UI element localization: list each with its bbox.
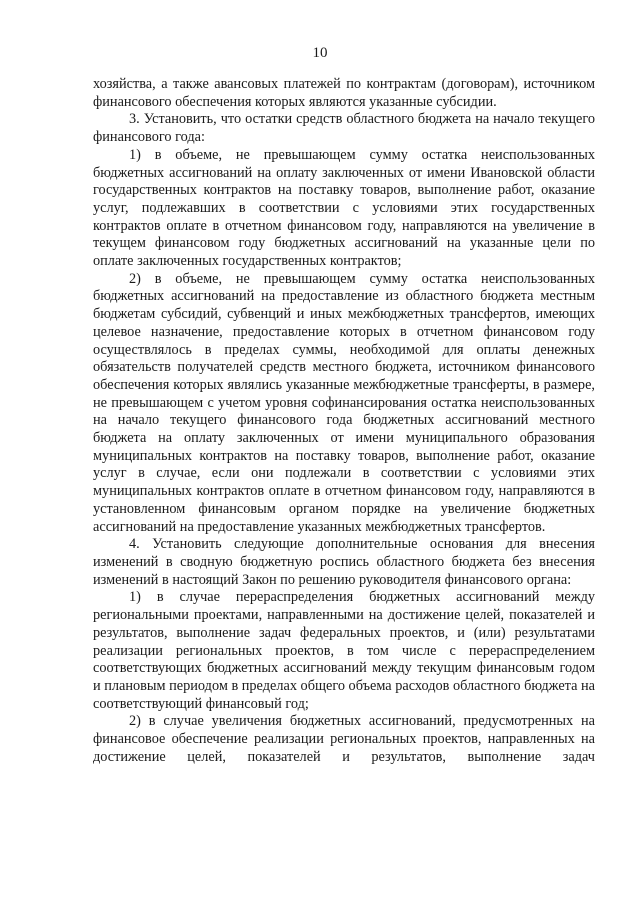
paragraph-item-4-2: 2) в случае увеличения бюджетных ассигнований, предусмотренных на финансовое обеспечение реализации региональных проектов, направленных на достижение целей, показателей и результатов, выполнение задач <box>93 713 595 765</box>
paragraph-item-4-1: 1) в случае перераспределения бюджетных ассигнований между региональными проектами, направленными на достижение целей, показателей и результатов, выполнение задач федеральных проектов, и (или) результатами реализации региональных проектов, в том числе с перераспределением соответствующих бюджетных ассигнований между текущим финансовым годом и плановым периодом в пределах общего объема расходов областного бюджета на соответствующий финансовый год; <box>93 589 596 712</box>
paragraph-item-3: 3. Установить, что остатки средств областного бюджета на начало текущего финансового года: <box>93 111 595 146</box>
paragraph-intro-continuation: хозяйства, а также авансовых платежей по контрактам (договорам), источником финансового обеспечения которых являются указанные субсидии. <box>93 76 595 110</box>
paragraph-item-3-1: 1) в объеме, не превышающем сумму остатка неиспользованных бюджетных ассигнований на оплату заключенных от имени Ивановской области государственных контрактов на поставку товаров, выполнение работ, оказание услуг, подлежавших в соответствии с условиями этих государственных контрактов оплате в отчетном финансовом году, направляются на увеличение в текущем финансовом году бюджетных ассигнований на указанные цели по оплате заключенных государственных контрактов; <box>93 146 595 270</box>
paragraph-item-3-2: 2) в объеме, не превышающем сумму остатка неиспользованных бюджетных ассигнований на предоставление из областного бюджета местным бюджетам субсидий, субвенций и иных межбюджетных трансфертов, имеющих целевое назначение, предоставление которых в отчетном финансовом году осуществлялось в пределах суммы, необходимой для оплаты денежных обязательств получателей средств местного бюджета, источником финансового обеспечения которых являлись указанные межбюджетные трансферты, в размере, не превышающем с учетом уровня софинансирования остатка неиспользованных на начало текущего финансового года бюджетных ассигнований местного бюджета на оплату заключенных от имени муниципального образования муниципальных контрактов на поставку товаров, выполнение работ, оказание услуг в случае, если они подлежали в соответствии с условиями этих муниципальных контрактов оплате в отчетном финансовом году, направляются в установленном финансовым органом порядке на увеличение бюджетных ассигнований на предоставление указанных межбюджетных трансфертов. <box>93 270 595 535</box>
page-number: 10 <box>312 45 328 61</box>
paragraph-item-4: 4. Установить следующие дополнительные основания для внесения изменений в сводную бюджетную роспись областного бюджета без внесения изменений в настоящий Закон по решению руководителя финансового органа: <box>93 536 595 588</box>
document-body <box>93 76 595 766</box>
